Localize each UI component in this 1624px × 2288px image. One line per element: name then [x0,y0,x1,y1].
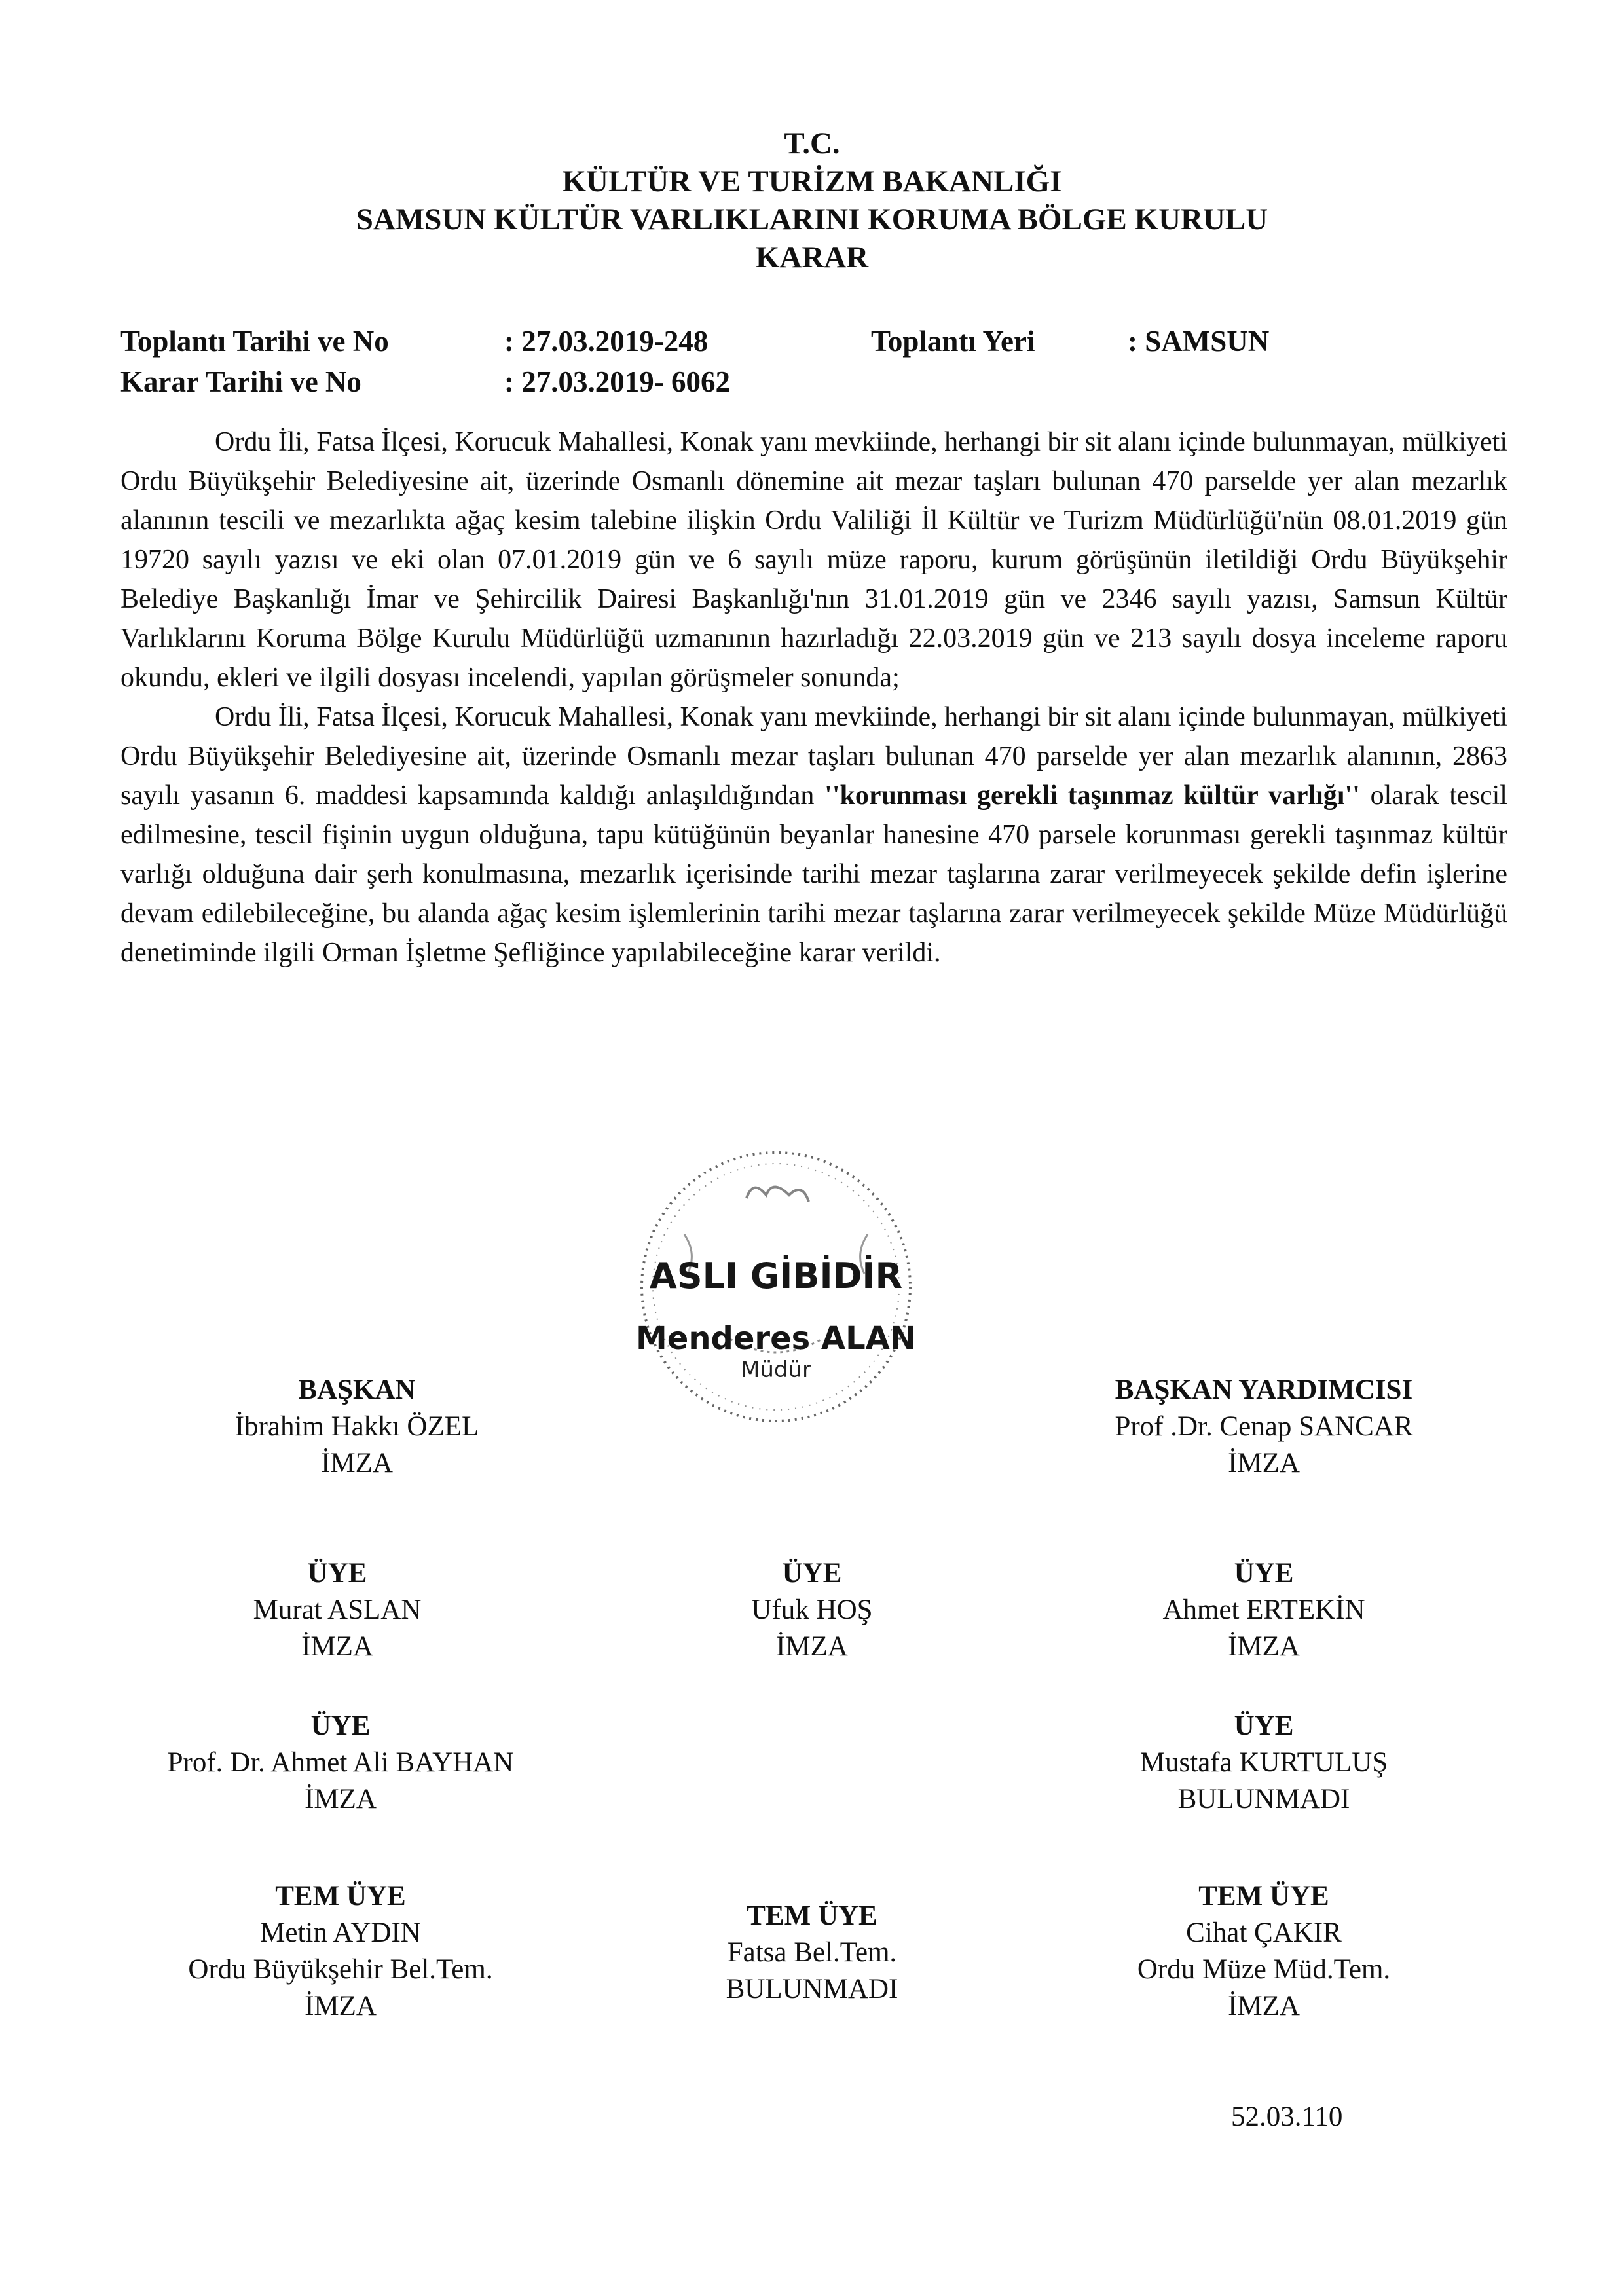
paragraph-2-bold: ''korunması gerekli taşınmaz kültür varlığı'' [824,781,1360,811]
decision-date-value: : 27.03.2019- 6062 [504,365,730,398]
header-decision: KARAR [755,240,869,274]
meeting-date-value: : 27.03.2019-248 [504,325,709,358]
signature-uye-2 [616,1555,1008,1665]
decision-info-row [120,363,841,401]
signature-role: TEM ÜYE [747,1900,877,1931]
signature-status: İMZA [304,1784,377,1815]
signature-name: Prof. Dr. Ahmet Ali BAYHAN [167,1747,514,1778]
signature-tem-uye-1 [131,1878,550,2025]
signature-name: Cihat ÇAKIR [1186,1917,1342,1948]
document-header [0,124,1624,276]
document-code: 52.03.110 [1231,2101,1343,2132]
signature-detail: Ordu Büyükşehir Bel.Tem. [188,1954,493,1985]
official-stamp [632,1143,920,1431]
meeting-place-row [871,322,1329,360]
signature-uye-4 [105,1708,576,1818]
signature-role: ÜYE [1234,1558,1294,1589]
signature-status: İMZA [301,1631,373,1662]
paragraph-2-text-a: Ordu İli, Fatsa İlçesi, Korucuk Mahallesi, Konak yanı mevkiinde, herhangi bir sit alanı içinde bulunmayan, mülkiyeti Ordu Büyükşehir Belediyesine ait, üzerinde Osmanlı mezar taşları bulunan 470 parselde yer alan mezarlık alanının, 2863 sayılı yasanın 6. maddesi kapsamında kaldığı anlaşıldığından [120,702,1507,811]
meeting-place-value: : SAMSUN [1128,325,1270,358]
stamp-text-name: Menderes ALAN [636,1320,916,1357]
signature-baskan [160,1372,553,1482]
signature-status: BULUNMADI [726,1974,898,2004]
paragraph-2-text-b: olarak tescil edilmesine, tescil fişinin uygun olduğuna, tapu kütüğünün beyanlar hanesine 470 parsele korunması gerekli taşınmaz kültür varlığı olduğuna dair şerh konulmasına, mezarlık içerisinde tarihi mezar taşlarına zarar verilmeyecek şekilde defin işlerine devam edilebileceğine, bu alanda ağaç kesim işlemlerinin tarihi mezar taşlarına zarar verilmeyecek şekilde Müze Müdürlüğü denetiminde ilgili Orman İşletme Şefliğince yapılabileceğine karar verildi. [120,781,1507,968]
signature-role: BAŞKAN [298,1375,416,1405]
signature-role: ÜYE [782,1558,842,1589]
signature-role: TEM ÜYE [275,1881,406,1911]
decision-body [120,422,1507,972]
signature-baskan-yardimcisi [1035,1372,1493,1482]
signature-role: ÜYE [1234,1710,1294,1741]
signature-name: Ahmet ERTEKİN [1162,1595,1365,1625]
signature-name: Prof .Dr. Cenap SANCAR [1115,1411,1413,1442]
signature-status: İMZA [304,1991,377,2021]
signature-role: ÜYE [310,1710,371,1741]
signature-name: Murat ASLAN [253,1595,422,1625]
header-board: SAMSUN KÜLTÜR VARLIKLARINI KORUMA BÖLGE KURULU [356,202,1268,236]
signature-role: TEM ÜYE [1198,1881,1329,1911]
meeting-info-row [120,322,841,360]
signature-status: İMZA [1228,1448,1300,1479]
signature-status: İMZA [1228,1991,1300,2021]
signature-detail: Ordu Müze Müd.Tem. [1137,1954,1391,1985]
header-tc: T.C. [784,126,840,160]
decision-date-label: Karar Tarihi ve No [120,365,361,398]
meeting-date-label: Toplantı Tarihi ve No [120,325,389,358]
signature-uye-1 [141,1555,534,1665]
signature-name: Metin AYDIN [260,1917,421,1948]
signature-name: Fatsa Bel.Tem. [727,1937,897,1968]
signature-name: Mustafa KURTULUŞ [1139,1747,1388,1778]
body-paragraph-1: Ordu İli, Fatsa İlçesi, Korucuk Mahallesi, Konak yanı mevkiinde, herhangi bir sit alanı içinde bulunmayan, mülkiyeti Ordu Büyükşehir Belediyesine ait, üzerinde Osmanlı dönemine ait mezar taşları bulunan 470 parselde yer alan mezarlık alanının tescili ve mezarlıkta ağaç kesim talebine ilişkin Ordu Valiliği İl Kültür ve Turizm Müdürlüğü'nün 08.01.2019 gün 19720 sayılı yazısı ve eki olan 07.01.2019 gün ve 6 sayılı müze raporu, kurum görüşünün iletildiği Ordu Büyükşehir Belediye Başkanlığı İmar ve Şehircilik Dairesi Başkanlığı'nın 31.01.2019 gün ve 2346 sayılı yazısı, Samsun Kültür Varlıklarını Koruma Bölge Kurulu Müdürlüğü uzmanının hazırladığı 22.03.2019 gün ve 213 sayılı dosya inceleme raporu okundu, ekleri ve ilgili dosyası incelendi, yapılan görüşmeler sonunda; [120,427,1507,693]
signature-role: ÜYE [307,1558,367,1589]
signature-uye-5 [1035,1708,1493,1818]
stamp-text-title: Müdür [741,1357,811,1383]
header-ministry: KÜLTÜR VE TURİZM BAKANLIĞI [562,164,1062,198]
signature-name: Ufuk HOŞ [751,1595,873,1625]
signature-status: İMZA [321,1448,393,1479]
body-paragraph-2 [120,697,1507,972]
signature-status: BULUNMADI [1177,1784,1350,1815]
signature-role: BAŞKAN YARDIMCISI [1115,1375,1413,1405]
stamp-text-main: ASLI GİBİDİR [649,1255,903,1297]
signature-tem-uye-2 [616,1898,1008,2008]
signature-tem-uye-3 [1054,1878,1473,2025]
meeting-place-label: Toplantı Yeri [871,325,1035,358]
signature-uye-3 [1067,1555,1460,1665]
signature-status: İMZA [776,1631,848,1662]
signature-status: İMZA [1228,1631,1300,1662]
signature-name: İbrahim Hakkı ÖZEL [234,1411,479,1442]
